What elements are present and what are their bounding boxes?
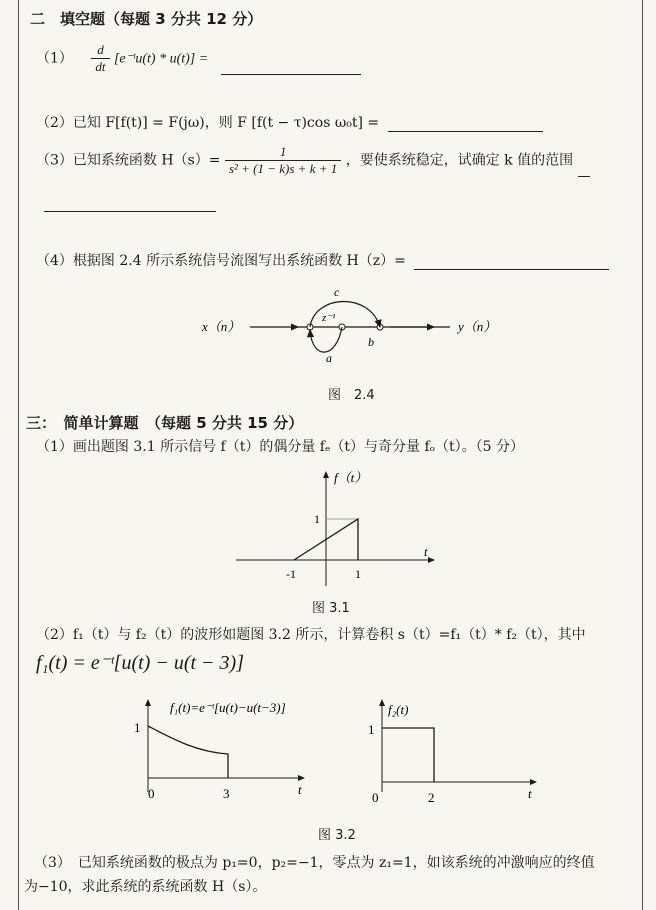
f2-x-tick-2: 2 (428, 790, 435, 805)
f1-x-tick-3: 3 (223, 786, 230, 801)
figure-3-1-plot (228, 462, 448, 590)
q3-blank-tail (578, 176, 590, 177)
x-tick-1: 1 (355, 567, 361, 581)
q1-expression: [e⁻ᵗu(t) * u(t)] = (113, 51, 209, 67)
feedforward-branch-c (310, 301, 380, 327)
q3-answer-line (44, 196, 216, 212)
q3-suffix: ，要使系统稳定，试确定 k 值的范围 (345, 152, 574, 169)
input-label: x（n） (202, 319, 241, 334)
q3-frac-num: 1 (279, 144, 287, 159)
q1-derivative (91, 42, 109, 75)
figure-2-4-caption: 图 2.4 (328, 388, 375, 403)
figure-3-1-caption: 图 3.1 (312, 601, 350, 616)
q1-answer-blank[interactable] (221, 74, 361, 75)
q3-2-formula: f₁(t) = e⁻ᵗ[u(t) − u(t − 3)] (36, 652, 244, 674)
output-label: y（n） (458, 319, 497, 334)
figure-2-4-signal-flow (190, 282, 520, 372)
question-3-1: （1）画出题图 3.1 所示信号 f（t）的偶分量 fₑ（t）与奇分量 fₒ（t）。（5 分） (36, 439, 525, 455)
gain-c-label: c (334, 285, 340, 299)
f2-x-tick-0: 0 (372, 790, 379, 805)
q1-derivative-num: d (97, 42, 104, 57)
left-border-line (18, 0, 19, 910)
figure-3-2-caption: 图 3.2 (318, 828, 356, 843)
f1-decay-curve (148, 726, 228, 778)
q4-text: （4）根据图 2.4 所示系统信号流图写出系统函数 H（z）= (36, 253, 406, 269)
f1-x-tick-0: 0 (148, 786, 155, 801)
question-3-3-line2: 为−10，求此系统的系统函数 H（s）。 (24, 879, 267, 895)
f2-title: f₂(t) (388, 702, 409, 717)
q3-transfer-fraction (225, 144, 341, 177)
section3-title: 三： 简单计算题 （每题 5 分共 15 分） (26, 414, 304, 432)
x-tick-minus-1: -1 (286, 567, 296, 581)
figure-3-2-f2-plot (362, 694, 552, 812)
t-axis-label: t (424, 544, 428, 559)
f-axis-label: f（t） (334, 470, 368, 485)
figure-3-2-f1-plot (126, 694, 316, 812)
gain-b-label: b (368, 335, 374, 349)
q3-prefix: （3）已知系统函数 H（s）= (36, 152, 221, 169)
q1-derivative-den: dt (91, 58, 109, 75)
f2-rectangle-pulse (382, 728, 434, 782)
q4-answer-blank[interactable] (414, 269, 609, 270)
question-2-3 (36, 144, 590, 177)
question-3-3-line1: （3） 已知系统函数的极点为 p₁=0，p₂=−1，零点为 z₁=1，如该系统的冲激响应的终值 (34, 855, 595, 871)
right-border-line (642, 0, 643, 910)
question-3-2: （2）f₁（t）与 f₂（t）的波形如题图 3.2 所示，计算卷积 s（t）=f₁（t）* f₂（t），其中 (36, 627, 586, 643)
section2-title: 二 填空题（每题 3 分共 12 分） (30, 10, 263, 28)
q3-answer-blank[interactable] (44, 197, 216, 212)
q3-frac-den: s² + (1 − k)s + k + 1 (225, 160, 341, 177)
f1-t-label: t (298, 782, 302, 797)
y-tick-1: 1 (314, 512, 320, 526)
q1-number: （1） (36, 50, 73, 67)
f2-y-tick-1: 1 (368, 722, 375, 737)
delay-label: z⁻¹ (322, 312, 336, 324)
q2-answer-blank[interactable] (388, 131, 543, 132)
question-2-2 (36, 112, 543, 132)
f1-y-tick-1: 1 (134, 720, 141, 735)
feedback-branch-a (310, 327, 342, 352)
q2-text: （2）已知 F[f(t)] = F(jω)，则 F [f(t − τ)cos ω₀t] = (36, 115, 380, 131)
question-2-4 (36, 250, 609, 270)
f1-title: f₁(t)=e⁻ᵗ[u(t)−u(t−3)] (170, 700, 286, 715)
question-2-1 (36, 42, 361, 75)
gain-a-label: a (326, 351, 332, 365)
f2-t-label: t (528, 786, 532, 801)
